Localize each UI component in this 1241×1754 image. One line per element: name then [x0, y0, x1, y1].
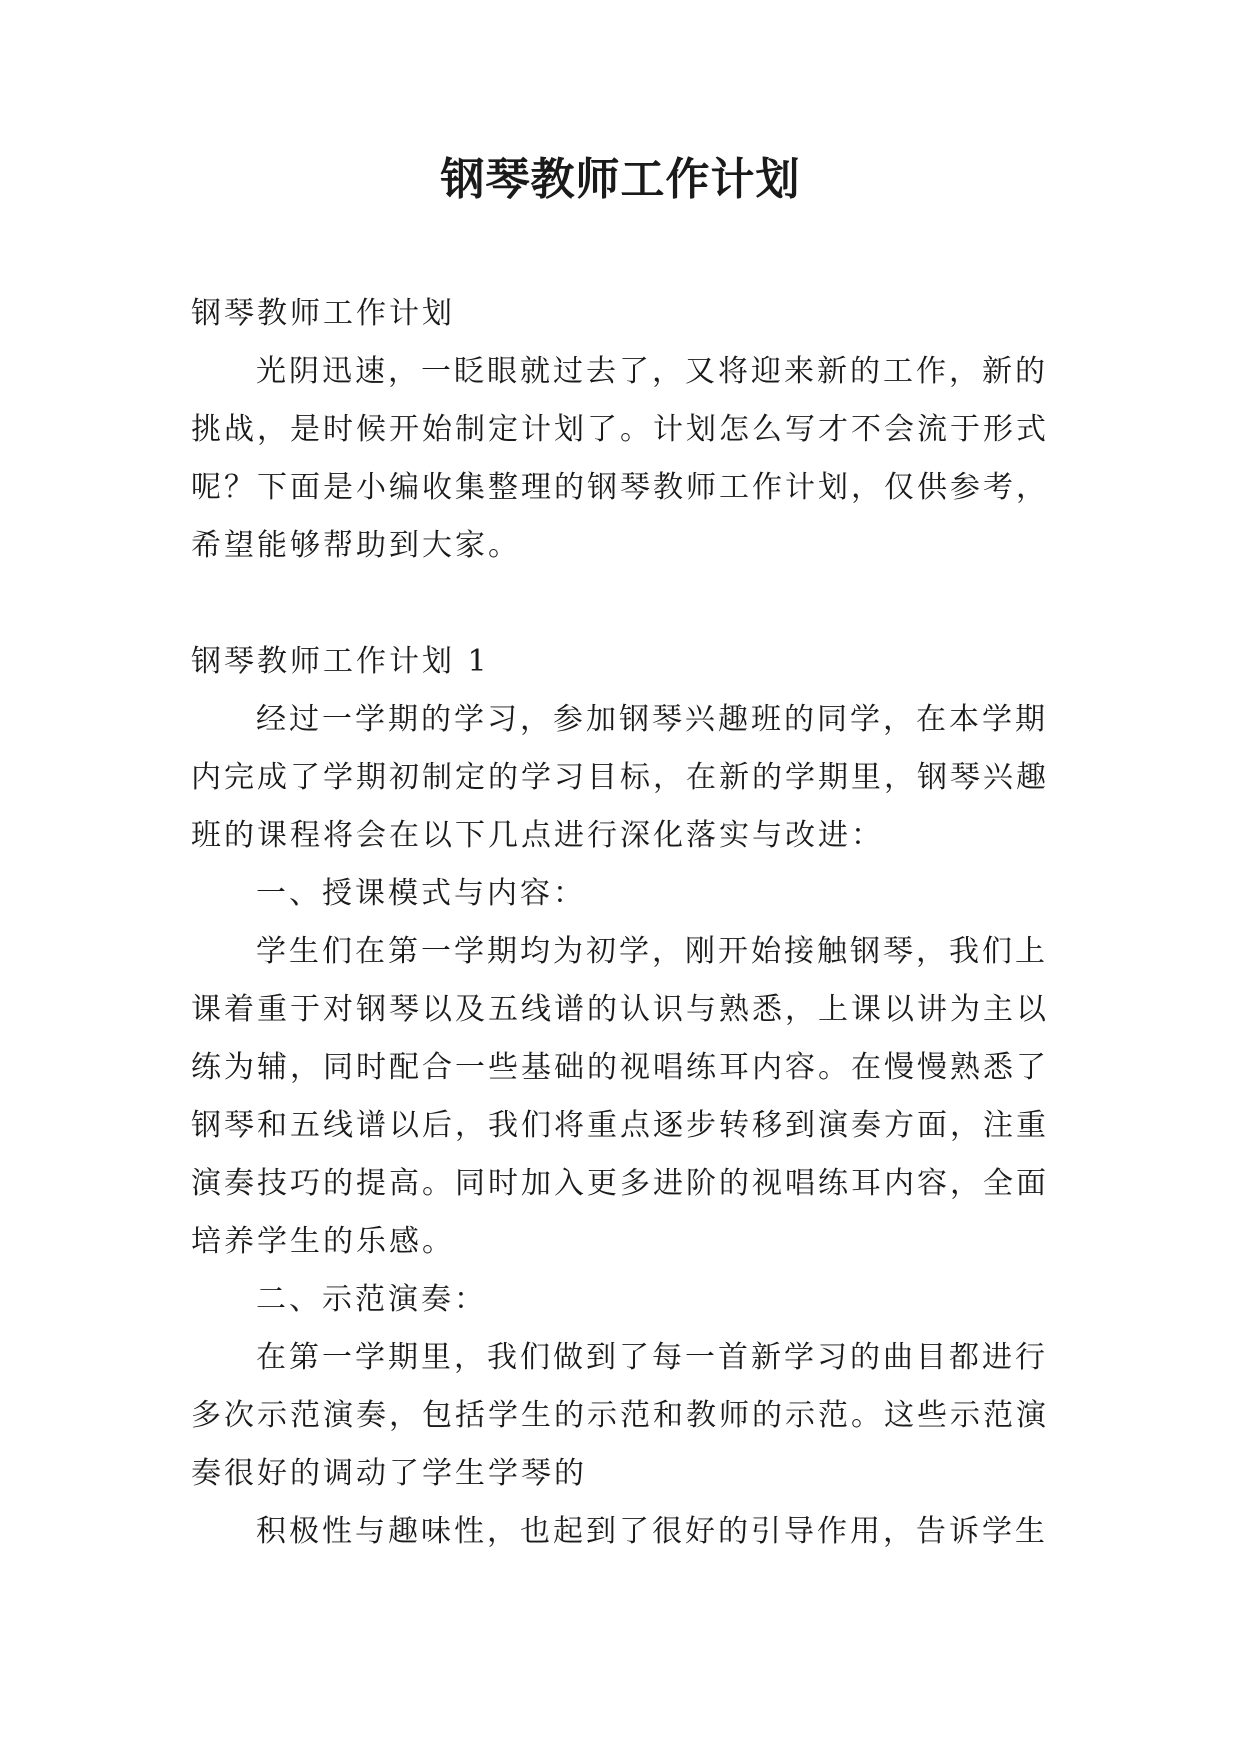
section-subheading: 二、示范演奏： — [256, 1282, 487, 1317]
paragraph-line: 在第一学期里，我们做到了每一首新学习的曲目都进行 — [256, 1340, 1048, 1375]
paragraph-line: 积极性与趣味性，也起到了很好的引导作用，告诉学生 — [256, 1514, 1048, 1549]
paragraph-line: 光阴迅速，一眨眼就过去了，又将迎来新的工作，新的 — [256, 354, 1048, 389]
document-title: 钢琴教师工作计划 — [440, 154, 801, 205]
paragraph-line: 希望能够帮助到大家。 — [191, 528, 521, 563]
paragraph-line: 培养学生的乐感。 — [191, 1224, 455, 1259]
paragraph-gap — [191, 575, 1071, 633]
paragraph-line: 经过一学期的学习，参加钢琴兴趣班的同学，在本学期 — [256, 702, 1048, 737]
subtitle-line: 钢琴教师工作计划 — [191, 296, 455, 331]
paragraph-line: 钢琴和五线谱以后，我们将重点逐步转移到演奏方面，注重 — [191, 1108, 1049, 1143]
paragraph-line: 内完成了学期初制定的学习目标，在新的学期里，钢琴兴趣 — [191, 760, 1049, 795]
paragraph-line: 课着重于对钢琴以及五线谱的认识与熟悉，上课以讲为主以 — [191, 992, 1049, 1027]
paragraph-line: 奏很好的调动了学生学琴的 — [191, 1456, 587, 1491]
paragraph-line: 挑战，是时候开始制定计划了。计划怎么写才不会流于形式 — [191, 412, 1049, 447]
paragraph-line: 班的课程将会在以下几点进行深化落实与改进： — [191, 818, 884, 853]
paragraph-line: 演奏技巧的提高。同时加入更多进阶的视唱练耳内容，全面 — [191, 1166, 1049, 1201]
paragraph-line: 练为辅，同时配合一些基础的视唱练耳内容。在慢慢熟悉了 — [191, 1050, 1049, 1085]
section-heading: 钢琴教师工作计划 1 — [191, 644, 490, 679]
paragraph-line: 呢？下面是小编收集整理的钢琴教师工作计划，仅供参考， — [191, 470, 1049, 505]
paragraph-line: 学生们在第一学期均为初学，刚开始接触钢琴，我们上 — [256, 934, 1048, 969]
document-body — [191, 285, 1071, 1561]
section-subheading: 一、授课模式与内容： — [256, 876, 586, 911]
paragraph-line: 多次示范演奏，包括学生的示范和教师的示范。这些示范演 — [191, 1398, 1049, 1433]
